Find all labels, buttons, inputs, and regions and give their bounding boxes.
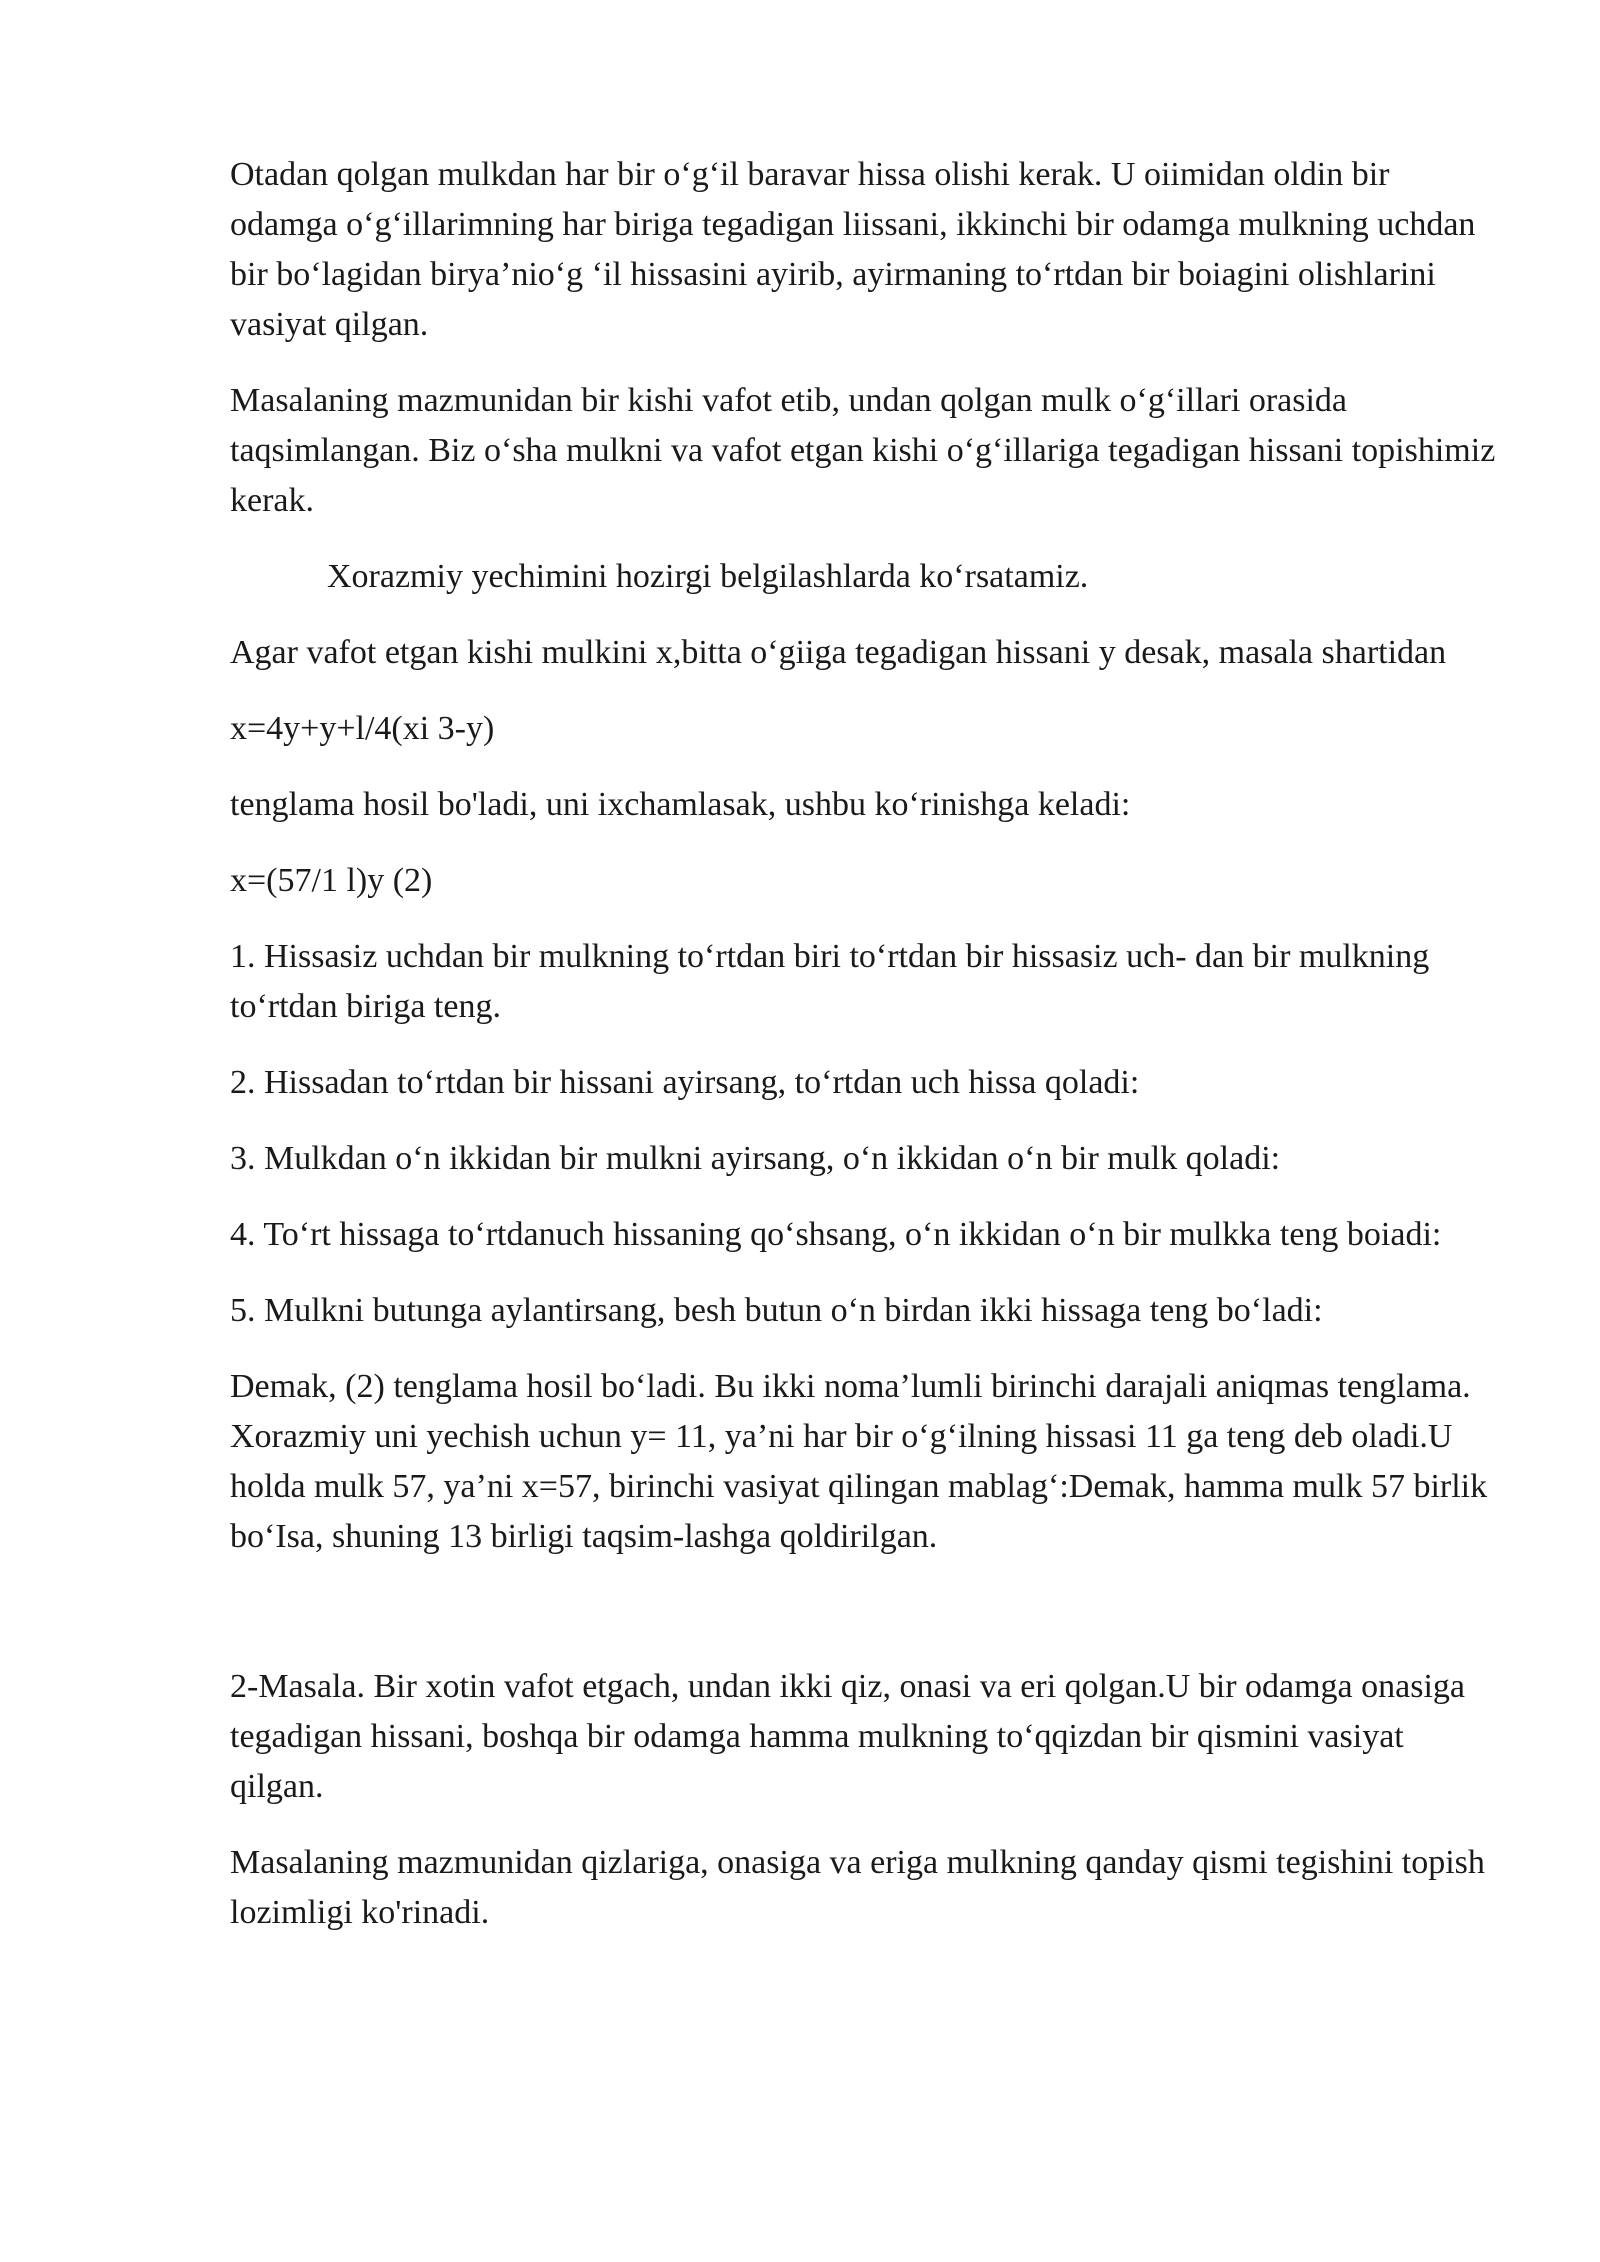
paragraph-simplification [230,780,1505,830]
list-item-text: 4. To‘rt hissaga to‘rtdanuch hissaning qo‘shsang, o‘n ikkidan o‘n bir mulkka teng boiadi: [230,1216,1442,1253]
paragraph-text: Otadan qolgan mulkdan har bir o‘g‘il baravar hissa olishi kerak. U oiimidan oldin bir odamga o‘g‘illarimning har biriga tegadigan liissani, ikkinchi bir odamga mulkning uchdan bir bo‘lagidan birya’nio‘g ‘il hissasini ayirib, ayirmaning to‘rtdan bir boiagini olishlarini vasiyat qilgan. [230,156,1476,343]
paragraph-text: Masalaning mazmunidan bir kishi vafot etib, undan qolgan mulk o‘g‘illari orasida taqsimlangan. Biz o‘sha mulkni va vafot etgan kishi o‘g‘illariga tegadigan hissani topishimiz kerak. [230,382,1496,519]
paragraph-inheritance-condition [230,150,1505,350]
paragraph-text: Agar vafot etgan kishi mulkini x,bitta o‘giiga tegadigan hissani y desak, masala shartidan [230,634,1447,671]
paragraph-variable-definition [230,628,1505,678]
list-item-3 [230,1134,1505,1184]
list-item-2 [230,1058,1505,1108]
paragraph-khorezmi-solution-intro [230,552,1505,602]
list-item-1 [230,932,1505,1032]
equation-2 [230,856,1505,906]
paragraph-conclusion [230,1362,1505,1562]
paragraph-text: Demak, (2) tenglama hosil bo‘ladi. Bu ikki noma’lumli birinchi darajali aniqmas tenglama. Xorazmiy uni yechish uchun y= 11, ya’ni har bir o‘g‘ilning hissasi 11 ga teng deb oladi.U holda mulk 57, ya’ni x=57, birinchi vasiyat qilingan mablag‘:Demak, hamma mulk 57 birlik bo‘Isa, shuning 13 birligi taqsim-lashga qoldirilgan. [230,1368,1488,1555]
paragraph-problem-2-meaning [230,1838,1505,1938]
list-item-text: 1. Hissasiz uchdan bir mulkning to‘rtdan biri to‘rtdan bir hissasiz uch- dan bir mulkning to‘rtdan biriga teng. [230,938,1430,1025]
list-item-text: 3. Mulkdan o‘n ikkidan bir mulkni ayirsang, o‘n ikkidan o‘n bir mulk qoladi: [230,1140,1281,1177]
equation-text: x=(57/1 l)y (2) [230,862,433,899]
list-item-text: 5. Mulkni butunga aylantirsang, besh butun o‘n birdan ikki hissaga teng bo‘ladi: [230,1292,1323,1329]
paragraph-problem-2 [230,1662,1505,1812]
list-item-5 [230,1286,1505,1336]
paragraph-text: 2-Masala. Bir xotin vafot etgach, undan ikki qiz, onasi va eri qolgan.U bir odamga onasiga tegadigan hissani, boshqa bir odamga hamma mulkning to‘qqizdan bir qismini vasiyat qilgan. [230,1668,1466,1805]
equation-1 [230,704,1505,754]
paragraph-text: Xorazmiy yechimini hozirgi belgilashlarda ko‘rsatamiz. [327,558,1089,595]
paragraph-text: tenglama hosil bo'ladi, uni ixchamlasak, ushbu ko‘rinishga keladi: [230,786,1131,823]
paragraph-problem-meaning [230,376,1505,526]
document-body [230,150,1505,1964]
list-item-4 [230,1210,1505,1260]
paragraph-text: Masalaning mazmunidan qizlariga, onasiga va eriga mulkning qanday qismi tegishini topish lozimligi ko'rinadi. [230,1844,1485,1931]
list-item-text: 2. Hissadan to‘rtdan bir hissani ayirsang, to‘rtdan uch hissa qoladi: [230,1064,1140,1101]
equation-text: x=4y+y+l/4(xi 3-y) [230,710,495,747]
